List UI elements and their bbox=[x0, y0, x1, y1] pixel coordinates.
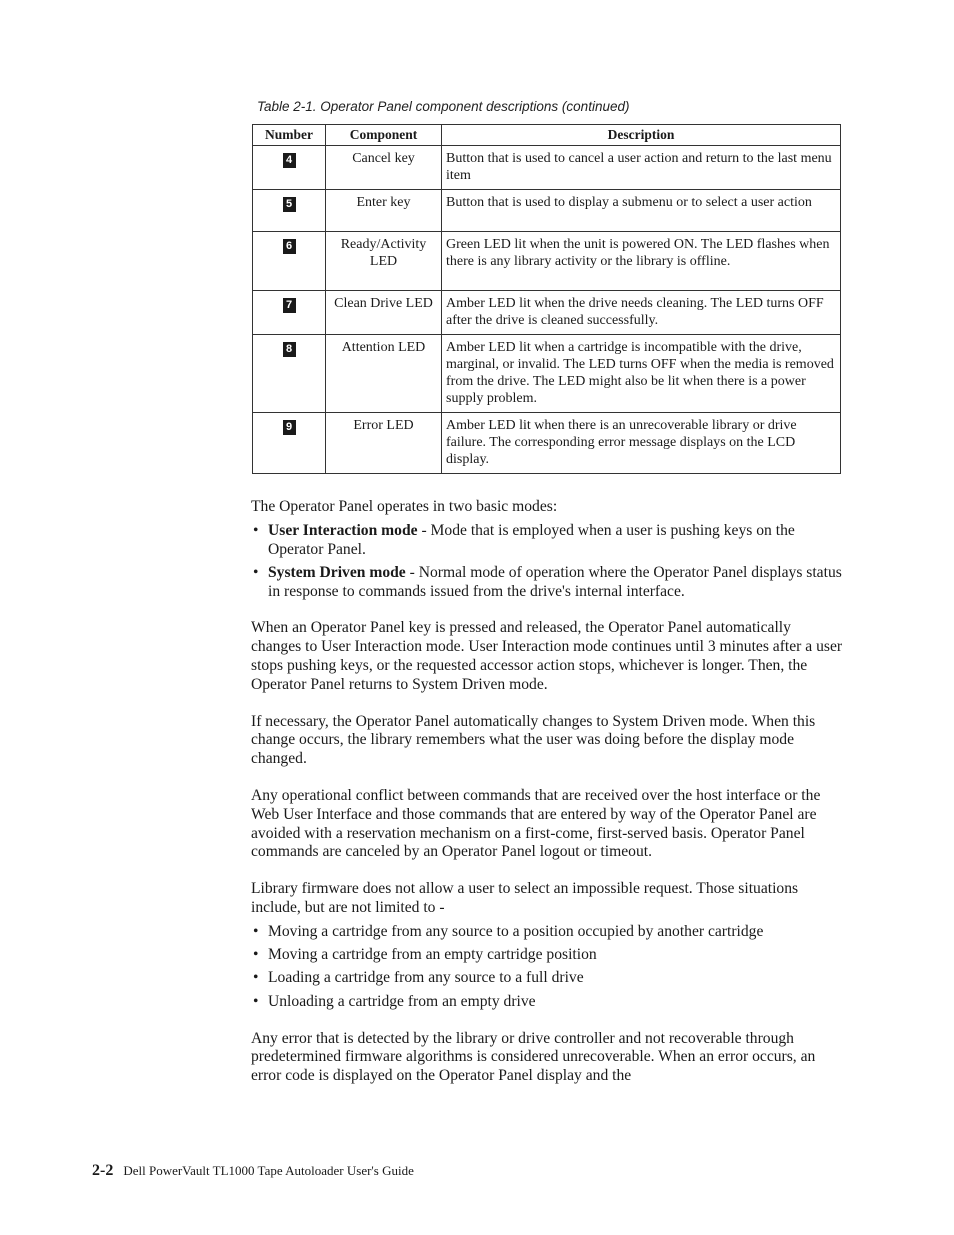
callout-number-badge: 7 bbox=[283, 298, 296, 313]
component-table bbox=[252, 124, 841, 474]
description-cell: Green LED lit when the unit is powered ON. The LED flashes when there is any library activity or the library is offline. bbox=[442, 232, 841, 291]
modes-list bbox=[251, 522, 843, 602]
table-row bbox=[253, 232, 841, 291]
header-component: Component bbox=[326, 125, 442, 146]
mode-term: System Driven mode bbox=[268, 563, 406, 581]
paragraph: Library firmware does not allow a user to select an impossible request. Those situations include, but are not limited to - bbox=[251, 880, 799, 917]
component-cell: Attention LED bbox=[326, 335, 442, 413]
description-cell: Amber LED lit when there is an unrecoverable library or drive failure. The corresponding error message displays on the LCD display. bbox=[442, 413, 841, 474]
paragraph: Any error that is detected by the library or drive controller and not recoverable through predetermined firmware algorithms is considered unrecoverable. When an error occurs, an error code is displayed on the Operator Panel display and the bbox=[251, 1029, 816, 1085]
mode-description: - Normal mode of operation where the Operator Panel displays status in response to commands issued from the drive's internal interface. bbox=[268, 563, 842, 600]
book-title: Dell PowerVault TL1000 Tape Autoloader User's Guide bbox=[123, 1163, 414, 1178]
callout-number-badge: 5 bbox=[283, 197, 296, 212]
table-row bbox=[253, 335, 841, 413]
table-caption: Table 2-1. Operator Panel component descriptions (continued) bbox=[257, 99, 630, 114]
mode-term: User Interaction mode bbox=[268, 521, 418, 539]
table-row bbox=[253, 413, 841, 474]
component-cell: Error LED bbox=[326, 413, 442, 474]
paragraph: Any operational conflict between commands that are received over the host interface or the Web User Interface and those commands that are entered by way of the Operator Panel are avoided with a reservation mechanism on a first-come, first-served basis. Operator Panel commands are canceled by an Operator Panel logout or timeout. bbox=[251, 787, 821, 861]
list-item bbox=[251, 564, 843, 602]
component-cell: Enter key bbox=[326, 190, 442, 232]
description-cell: Button that is used to cancel a user action and return to the last menu item bbox=[442, 146, 841, 190]
table-header-row bbox=[253, 125, 841, 146]
component-cell: Cancel key bbox=[326, 146, 442, 190]
description-cell: Button that is used to display a submenu or to select a user action bbox=[442, 190, 841, 232]
header-description: Description bbox=[442, 125, 841, 146]
list-item: • Moving a cartridge from an empty cartridge position bbox=[251, 946, 843, 965]
description-cell: Amber LED lit when a cartridge is incompatible with the drive, marginal, or invalid. The LED turns OFF when the media is removed from the drive. The LED might also be lit when there is a power supply problem. bbox=[442, 335, 841, 413]
callout-number-badge: 6 bbox=[283, 239, 296, 254]
description-cell: Amber LED lit when the drive needs cleaning. The LED turns OFF after the drive is cleaned successfully. bbox=[442, 291, 841, 335]
component-cell: Ready/Activity LED bbox=[326, 232, 442, 291]
mode-description: - Mode that is employed when a user is pushing keys on the Operator Panel. bbox=[268, 521, 795, 558]
list-item bbox=[251, 522, 843, 560]
callout-number-badge: 8 bbox=[283, 342, 296, 357]
callout-number-badge: 4 bbox=[283, 153, 296, 168]
modes-intro: The Operator Panel operates in two basic modes: bbox=[251, 498, 558, 515]
page-number: 2-2 bbox=[92, 1162, 114, 1179]
table-row bbox=[253, 291, 841, 335]
list-item: • Loading a cartridge from any source to a full drive bbox=[251, 969, 843, 988]
component-cell: Clean Drive LED bbox=[326, 291, 442, 335]
table-row bbox=[253, 146, 841, 190]
header-number: Number bbox=[253, 125, 326, 146]
paragraph: If necessary, the Operator Panel automatically changes to System Driven mode. When this change occurs, the library remembers what the user was doing before the display mode changed. bbox=[251, 712, 816, 768]
list-item: • Moving a cartridge from any source to a position occupied by another cartridge bbox=[251, 923, 843, 942]
situations-list bbox=[251, 923, 843, 1012]
body-text bbox=[251, 498, 843, 1086]
table-row bbox=[253, 190, 841, 232]
paragraph: When an Operator Panel key is pressed and released, the Operator Panel automatically changes to User Interaction mode. User Interaction mode continues until 3 minutes after a user stops pushing keys, or the requested accessor action stops, whichever is longer. Then, the Operator Panel returns to System Driven mode. bbox=[251, 619, 843, 693]
callout-number-badge: 9 bbox=[283, 420, 296, 435]
list-item: • Unloading a cartridge from an empty drive bbox=[251, 993, 843, 1012]
page-footer bbox=[92, 1162, 414, 1180]
